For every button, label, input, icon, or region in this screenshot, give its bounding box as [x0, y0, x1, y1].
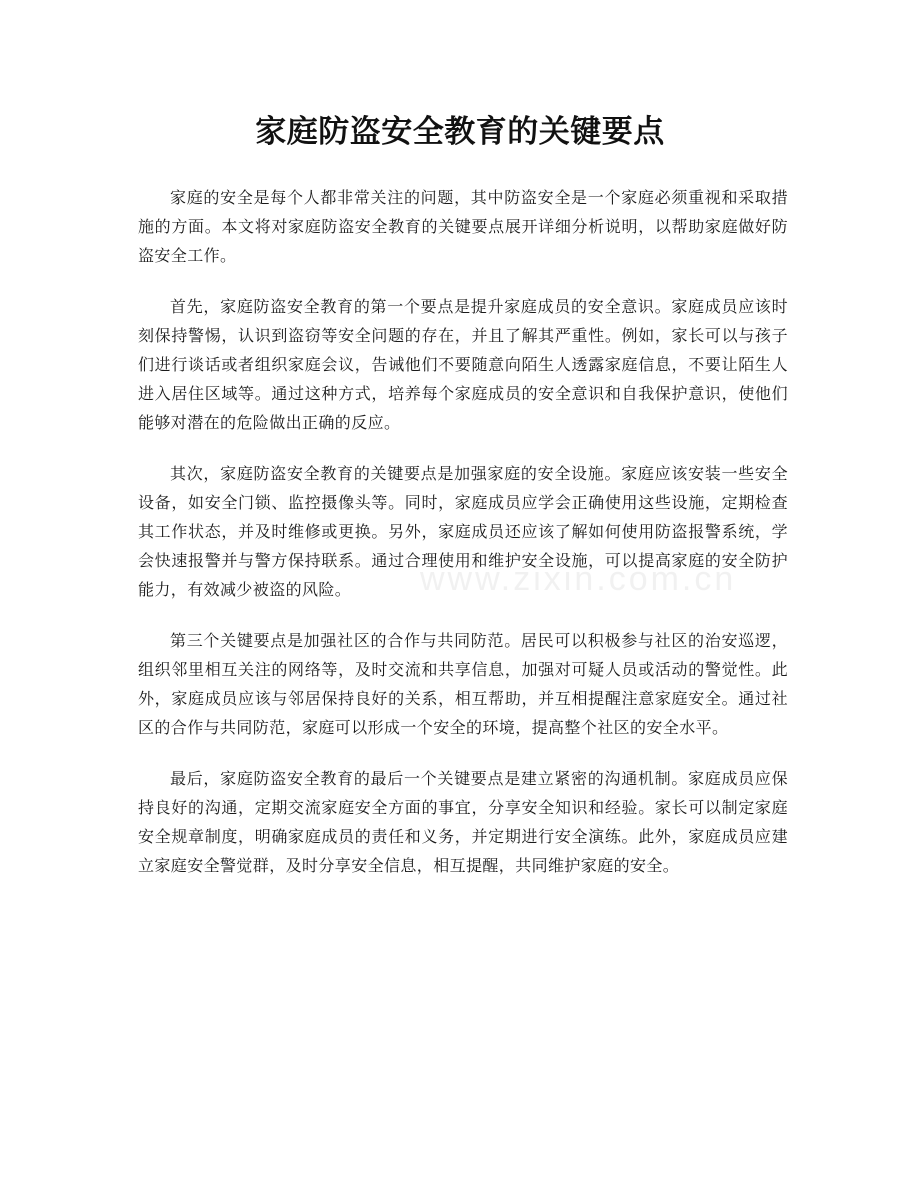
- watermark: www.zixin.com.cn: [420, 560, 737, 598]
- paragraph-intro: 家庭的安全是每个人都非常关注的问题，其中防盗安全是一个家庭必须重视和采取措施的方面。本文将对家庭防盗安全教育的关键要点展开详细分析说明，以帮助家庭做好防盗安全工作。: [138, 188, 788, 265]
- document-title: 家庭防盗安全教育的关键要点: [255, 114, 665, 150]
- paragraph-community: 第三个关键要点是加强社区的合作与共同防范。居民可以积极参与社区的治安巡逻，组织邻里相互关注的网络等，及时交流和共享信息，加强对可疑人员或活动的警觉性。此外，家庭成员应该与邻居保持良好的关系，相互帮助，并互相提醒注意家庭安全。通过社区的合作与共同防范，家庭可以形成一个安全的环境，提高整个社区的安全水平。: [138, 631, 788, 737]
- document-body: [138, 183, 788, 902]
- paragraph-awareness: 首先，家庭防盗安全教育的第一个要点是提升家庭成员的安全意识。家庭成员应该时刻保持警惕，认识到盗窃等安全问题的存在，并且了解其严重性。例如，家长可以与孩子们进行谈话或者组织家庭会议，告诫他们不要随意向陌生人透露家庭信息，不要让陌生人进入居住区域等。通过这种方式，培养每个家庭成员的安全意识和自我保护意识，使他们能够对潜在的危险做出正确的反应。: [138, 297, 788, 432]
- paragraph-facilities: 其次，家庭防盗安全教育的关键要点是加强家庭的安全设施。家庭应该安装一些安全设备，如安全门锁、监控摄像头等。同时，家庭成员应学会正确使用这些设施，定期检查其工作状态，并及时维修或更换。另外，家庭成员还应该了解如何使用防盗报警系统，学会快速报警并与警方保持联系。通过合理使用和维护安全设施，可以提高家庭的安全防护能力，有效减少被盗的风险。: [138, 464, 788, 599]
- paragraph-communication: 最后，家庭防盗安全教育的最后一个关键要点是建立紧密的沟通机制。家庭成员应保持良好的沟通，定期交流家庭安全方面的事宜，分享安全知识和经验。家长可以制定家庭安全规章制度，明确家庭成员的责任和义务，并定期进行安全演练。此外，家庭成员应建立家庭安全警觉群，及时分享安全信息，相互提醒，共同维护家庭的安全。: [138, 769, 788, 875]
